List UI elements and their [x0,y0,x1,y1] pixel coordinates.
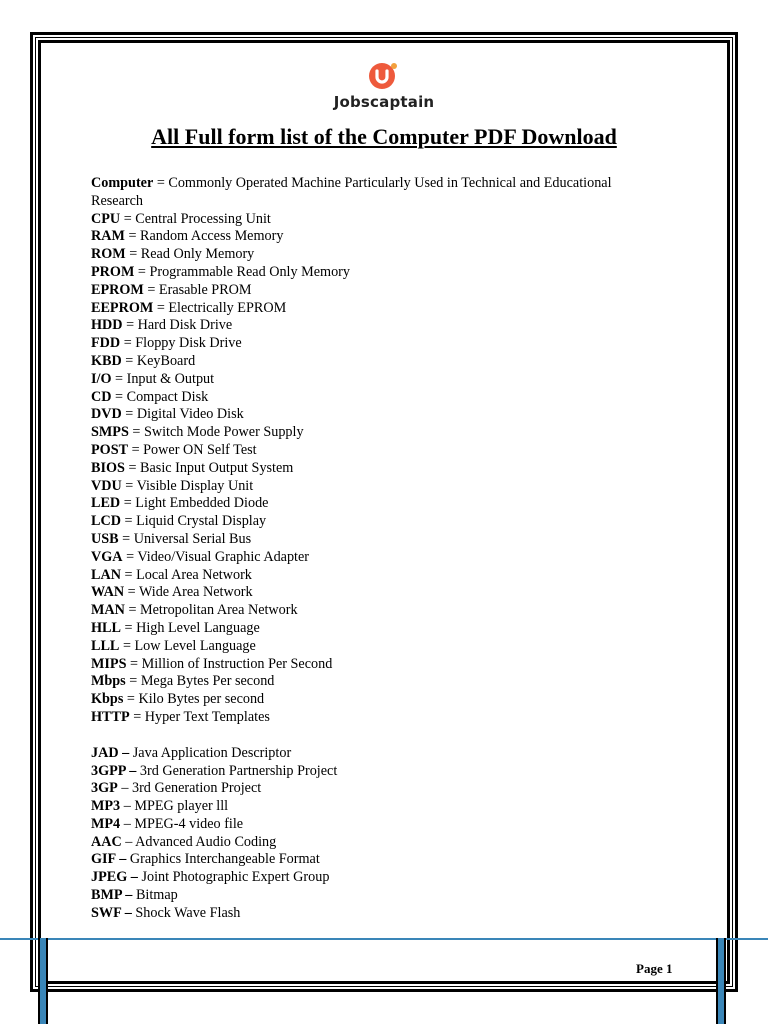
separator: = [120,566,137,583]
page-separator-line [0,938,768,940]
abbreviation: SMPS [91,424,129,441]
abbreviation: HDD [91,317,123,334]
full-form: Graphics Interchangeable Format [129,851,320,868]
abbreviation: LCD [91,513,121,530]
separator: = [122,548,138,565]
page-border-stub-right [716,938,726,1024]
full-form-entry [91,905,661,923]
separator: = [125,246,141,263]
full-form-entry [91,460,661,478]
full-form: Hard Disk Drive [137,317,233,334]
abbreviation: RAM [91,228,125,245]
full-form-entry [91,371,661,389]
separator: = [122,317,138,334]
separator: = [120,495,136,512]
full-form: Visible Display Unit [136,477,254,494]
full-form-list [91,175,661,923]
abbreviation: HTTP [91,708,130,725]
full-form: MPEG player lll [134,798,229,815]
abbreviation: CD [91,388,112,405]
page-border-stub-left [38,938,48,1024]
full-form: Hyper Text Templates [144,708,270,725]
abbreviation: WAN [91,584,125,601]
full-form: Video/Visual Graphic Adapter [137,548,310,565]
abbreviation: LAN [91,566,121,583]
full-form: Local Area Network [136,566,252,583]
separator: = [111,370,127,387]
abbreviation: PROM [91,263,135,280]
full-form-entry [91,745,661,763]
full-form-entry [91,887,661,905]
full-form: Power ON Self Test [143,441,257,458]
abbreviation: VDU [91,477,122,494]
abbreviation: FDD [91,335,121,352]
abbreviation: SWF – [91,904,132,921]
abbreviation: KBD [91,352,122,369]
full-form: Metropolitan Area Network [140,602,298,619]
full-form: Wide Area Network [138,584,253,601]
abbreviation: DVD [91,406,122,423]
full-form-entry [91,317,661,335]
abbreviation: MP3 [91,798,121,815]
separator: = [111,388,127,405]
full-form-entry [91,335,661,353]
abbreviation: BMP – [91,887,133,904]
full-form-entry [91,709,661,727]
jobscaptain-logo [0,58,768,111]
abbreviation: BIOS [91,459,125,476]
full-form-entry [91,228,661,246]
full-form-entry [91,300,661,318]
full-form-entry [91,495,661,513]
separator: = [153,175,169,191]
abbreviation: AAC [91,833,122,850]
abbreviation: MAN [91,602,125,619]
abbreviation: CPU [91,210,121,227]
full-form: Liquid Crystal Display [136,513,267,530]
separator: = [125,673,141,690]
full-form: Central Processing Unit [135,210,271,227]
full-form-entry [91,531,661,549]
separator: = [121,352,137,369]
separator: = [124,602,140,619]
full-form: Read Only Memory [140,246,255,263]
full-form: Light Embedded Diode [135,495,269,512]
full-form: Low Level Language [134,637,256,654]
full-form-entry [91,282,661,300]
abbreviation: LLL [91,637,120,654]
full-form-group-1 [91,175,661,727]
full-form: Basic Input Output System [140,459,294,476]
full-form-entry [91,816,661,834]
separator: = [120,619,137,636]
full-form-entry [91,851,661,869]
separator: = [143,281,159,298]
full-form-entry [91,869,661,887]
abbreviation: Mbps [91,673,126,690]
separator: = [124,584,139,601]
abbreviation: GIF – [91,851,127,868]
abbreviation: USB [91,530,119,547]
full-form: KeyBoard [136,352,196,369]
group-spacer [91,727,661,745]
separator: = [129,708,145,725]
full-form: Shock Wave Flash [135,904,241,921]
full-form-entry [91,620,661,638]
separator: = [121,477,137,494]
document-title: All Full form list of the Computer PDF Download [151,124,617,149]
full-form: Java Application Descriptor [132,744,292,761]
separator: = [123,691,139,708]
abbreviation: EEPROM [91,299,154,316]
full-form-entry [91,211,661,229]
full-form-entry [91,513,661,531]
full-form-entry [91,834,661,852]
abbreviation: I/O [91,370,112,387]
separator: = [120,335,136,352]
full-form-entry [91,549,661,567]
full-form: Compact Disk [126,388,209,405]
full-form-entry [91,584,661,602]
full-form: Commonly Operated Machine Particularly Used in Technical and Educational Research [91,175,612,209]
separator: = [118,530,134,547]
full-form: Electrically EPROM [168,299,287,316]
full-form: 3rd Generation Project [131,780,262,797]
full-form-entry [91,175,661,211]
separator: = [121,406,137,423]
full-form-entry [91,264,661,282]
full-form: Kilo Bytes per second [138,691,265,708]
full-form-entry [91,424,661,442]
full-form-entry [91,406,661,424]
full-form: Erasable PROM [158,281,252,298]
separator: = [126,655,142,672]
separator: – [120,798,135,815]
full-form-entry [91,656,661,674]
full-form: High Level Language [136,619,260,636]
abbreviation: HLL [91,619,121,636]
full-form-entry [91,691,661,709]
full-form: 3rd Generation Partnership Project [139,762,338,779]
full-form: Bitmap [135,887,178,904]
full-form-entry [91,389,661,407]
separator: = [120,210,136,227]
abbreviation: VGA [91,548,123,565]
abbreviation: 3GP [91,780,118,797]
separator: = [128,441,144,458]
full-form: Advanced Audio Coding [135,833,277,850]
separator: = [124,459,141,476]
full-form-entry [91,246,661,264]
separator: = [119,637,135,654]
full-form: MPEG-4 video file [134,815,244,832]
abbreviation: POST [91,441,129,458]
abbreviation: JPEG – [91,869,138,886]
full-form: Mega Bytes Per second [140,673,275,690]
separator: = [134,263,150,280]
full-form: Random Access Memory [140,228,284,245]
full-form-entry [91,442,661,460]
full-form: Programmable Read Only Memory [149,263,351,280]
full-form: Digital Video Disk [136,406,244,423]
page-number: Page 1 [636,961,673,976]
logo-wordmark: Jobscaptain [333,93,435,111]
full-form-entry [91,638,661,656]
abbreviation: MP4 [91,815,121,832]
full-form: Floppy Disk Drive [135,335,242,352]
full-form: Million of Instruction Per Second [141,655,333,672]
separator: – [117,780,132,797]
full-form-entry [91,798,661,816]
full-form-entry [91,353,661,371]
full-form-group-2 [91,745,661,923]
full-form-entry [91,673,661,691]
abbreviation: Kbps [91,691,124,708]
separator: – [120,815,135,832]
abbreviation: ROM [91,246,126,263]
full-form: Joint Photographic Expert Group [141,869,330,886]
separator: = [120,513,137,530]
jobscaptain-logo-icon [367,58,401,92]
full-form-entry [91,567,661,585]
abbreviation: MIPS [91,655,127,672]
full-form-entry [91,602,661,620]
full-form-entry [91,780,661,798]
separator: = [124,228,140,245]
full-form: Universal Serial Bus [133,530,252,547]
full-form-entry [91,763,661,781]
separator: = [153,299,169,316]
full-form: Input & Output [126,370,215,387]
abbreviation: JAD – [91,744,130,761]
abbreviation: LED [91,495,121,512]
abbreviation: 3GPP – [91,762,137,779]
abbreviation: EPROM [91,281,144,298]
separator: – [121,833,136,850]
separator: = [128,424,144,441]
full-form-entry [91,478,661,496]
abbreviation: Computer [91,175,154,191]
full-form: Switch Mode Power Supply [143,424,304,441]
